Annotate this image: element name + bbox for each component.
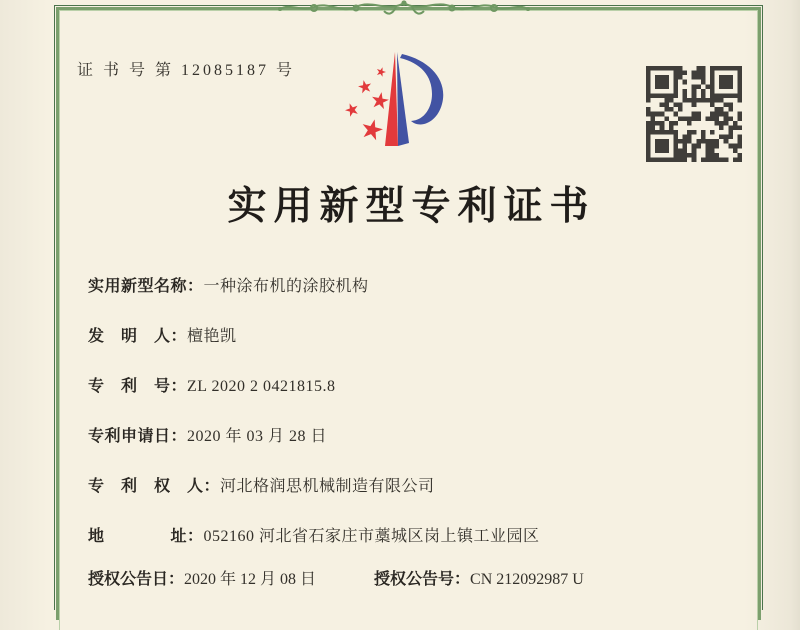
field-label: 专 利 权 人： bbox=[88, 478, 221, 495]
field-value: 河北格润思机械制造有限公司 bbox=[220, 478, 435, 495]
field-value: 檀艳凯 bbox=[187, 328, 237, 345]
field-inventor bbox=[88, 326, 745, 376]
top-flourish-ornament bbox=[276, 0, 532, 21]
field-label: 专 利 号： bbox=[88, 378, 188, 395]
field-label: 发 明 人： bbox=[88, 328, 188, 345]
certificate-number: 证 书 号 第 12085187 号 bbox=[77, 62, 296, 79]
grant-date bbox=[88, 569, 316, 590]
field-patent-number bbox=[88, 376, 745, 426]
field-patentee bbox=[88, 476, 745, 526]
certificate-fields bbox=[88, 276, 745, 576]
grant-date-label: 授权公告日： bbox=[88, 571, 185, 588]
field-application-date bbox=[88, 426, 745, 476]
field-value: ZL 2020 2 0421815.8 bbox=[187, 378, 336, 395]
field-value: 一种涂布机的涂胶机构 bbox=[203, 278, 369, 295]
grant-number-value: CN 212092987 U bbox=[470, 571, 584, 588]
grant-number bbox=[374, 569, 584, 590]
field-utility-model-name bbox=[88, 276, 745, 326]
field-value: 2020 年 03 月 28 日 bbox=[187, 428, 328, 445]
certificate-title: 实用新型专利证书 bbox=[227, 185, 596, 228]
grant-date-value: 2020 年 12 月 08 日 bbox=[184, 571, 317, 588]
field-label: 专利申请日： bbox=[88, 428, 188, 445]
field-label: 地 址： bbox=[88, 528, 204, 545]
field-value: 052160 河北省石家庄市藁城区岗上镇工业园区 bbox=[203, 528, 540, 545]
qr-code bbox=[646, 66, 742, 162]
field-label: 实用新型名称： bbox=[88, 278, 204, 295]
cnipa-patent-logo-icon bbox=[328, 46, 470, 170]
grant-info-row bbox=[88, 569, 584, 590]
grant-number-label: 授权公告号： bbox=[374, 571, 471, 588]
